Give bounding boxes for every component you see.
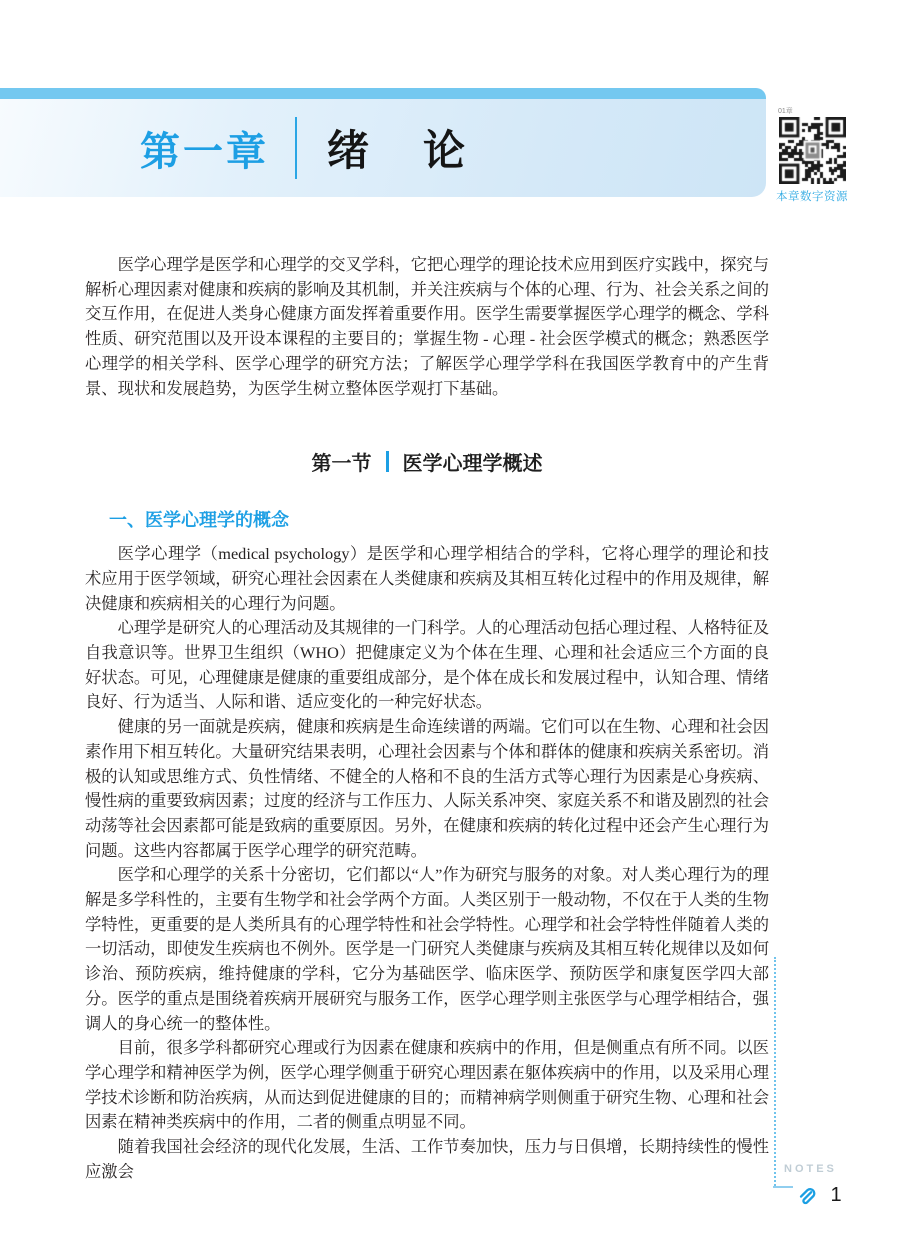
banner-panel xyxy=(0,99,766,197)
paperclip-icon xyxy=(794,1185,818,1209)
section-header xyxy=(85,447,769,476)
qr-tag-label: 01章 xyxy=(778,108,793,115)
body-paragraph: 医学和心理学的关系十分密切，它们都以“人”作为研究与服务的对象。对人类心理行为的理解是多学科性的，主要有生物学和社会学两个方面。人类区别于一般动物，不仅在于人类的生物学特性，更重要的是人类所具有的心理学特性和社会学特性。心理学和社会学特性伴随着人类的一切活动，即使发生疾病也不例外。医学是一门研究人类健康与疾病及其相互转化规律以及如何诊治、预防疾病，维持健康的学科，它分为基础医学、临床医学、预防医学和康复医学四大部分。医学的重点是围绕着疾病开展研究与服务工作，医学心理学则主张医学与心理学相结合，强调人的身心统一的整体性。 xyxy=(85,865,769,1033)
subsection-title: 一、医学心理学的概念 xyxy=(109,510,289,531)
main-text-column xyxy=(85,253,769,1185)
body-paragraph: 健康的另一面就是疾病，健康和疾病是生命连续谱的两端。它们可以在生物、心理和社会因素作用下相互转化。大量研究结果表明，心理社会因素与个体和群体的健康和疾病关系密切。消极的认知或思维方式、负性情绪、不健全的人格和不良的生活方式等心理行为因素是心身疾病、慢性病的重要致病因素；过度的经济与工作压力、人际关系冲突、家庭关系不和谐及剧烈的社会动荡等社会因素都可能是致病的重要原因。另外，在健康和疾病的转化过程中还会产生心理行为问题。这些内容都属于医学心理学的研究范畴。 xyxy=(85,717,769,860)
notes-margin-rule xyxy=(774,957,776,1186)
notes-corner-tick xyxy=(773,1186,793,1188)
digital-resource-block xyxy=(776,108,848,204)
body-paragraph: 目前，很多学科都研究心理或行为因素在健康和疾病中的作用，但是侧重点有所不同。以医学心理学和精神医学为例，医学心理学侧重于研究心理因素在躯体疾病中的作用，以及采用心理学技术诊断和防治疾病，从而达到促进健康的目的；而精神病学则侧重于研究生物、心理和社会因素在精神类疾病中的作用，二者的侧重点明显不同。 xyxy=(85,1038,769,1132)
body-paragraph: 医学心理学（medical psychology）是医学和心理学相结合的学科，它将心理学的理论和技术应用于医学领域，研究心理社会因素在人类健康和疾病及其相互转化过程中的作用及规律，解决健康和疾病相关的心理行为问题。 xyxy=(85,544,769,613)
section-title: 医学心理学概述 xyxy=(402,453,543,476)
page-number: 1 xyxy=(830,1184,842,1206)
banner-divider-bar xyxy=(295,117,297,179)
intro-paragraph: 医学心理学是医学和心理学的交叉学科，它把心理学的理论技术应用到医疗实践中，探究与解析心理因素对健康和疾病的影响及其机制，并关注疾病与个体的心理、行为、社会关系之间的交互作用，在促进人类身心健康方面发挥着重要作用。医学生需要掌握医学心理学的概念、学科性质、研究范围以及开设本课程的主要目的；掌握生物 - 心理 - 社会医学模式的概念；熟悉医学心理学的相关学科、医学心理学的研究方法；了解医学心理学学科在我国医学教育中的产生背景、现状和发展趋势，为医学生树立整体医学观打下基础。 xyxy=(85,255,769,398)
body-paragraph: 随着我国社会经济的现代化发展，生活、工作节奏加快，压力与日俱增，长期持续性的慢性应激会 xyxy=(85,1137,769,1181)
chapter-banner xyxy=(0,88,766,197)
qr-code[interactable] xyxy=(779,117,846,184)
chapter-number: 第一章 xyxy=(140,129,269,174)
chapter-title: 绪 论 xyxy=(327,127,472,174)
banner-top-strip xyxy=(0,88,766,99)
qr-caption: 本章数字资源 xyxy=(776,191,848,203)
section-divider-bar xyxy=(386,451,389,472)
section-number: 第一节 xyxy=(311,453,372,476)
notes-label: NOTES xyxy=(784,1163,837,1175)
body-paragraph: 心理学是研究人的心理活动及其规律的一门科学。人的心理活动包括心理过程、人格特征及自我意识等。世界卫生组织（WHO）把健康定义为个体在生理、心理和社会适应三个方面的良好状态。可见，心理健康是健康的重要组成部分，是个体在成长和发展过程中，认知合理、情绪良好、行为适当、人际和谐、适应变化的一种完好状态。 xyxy=(85,618,769,712)
